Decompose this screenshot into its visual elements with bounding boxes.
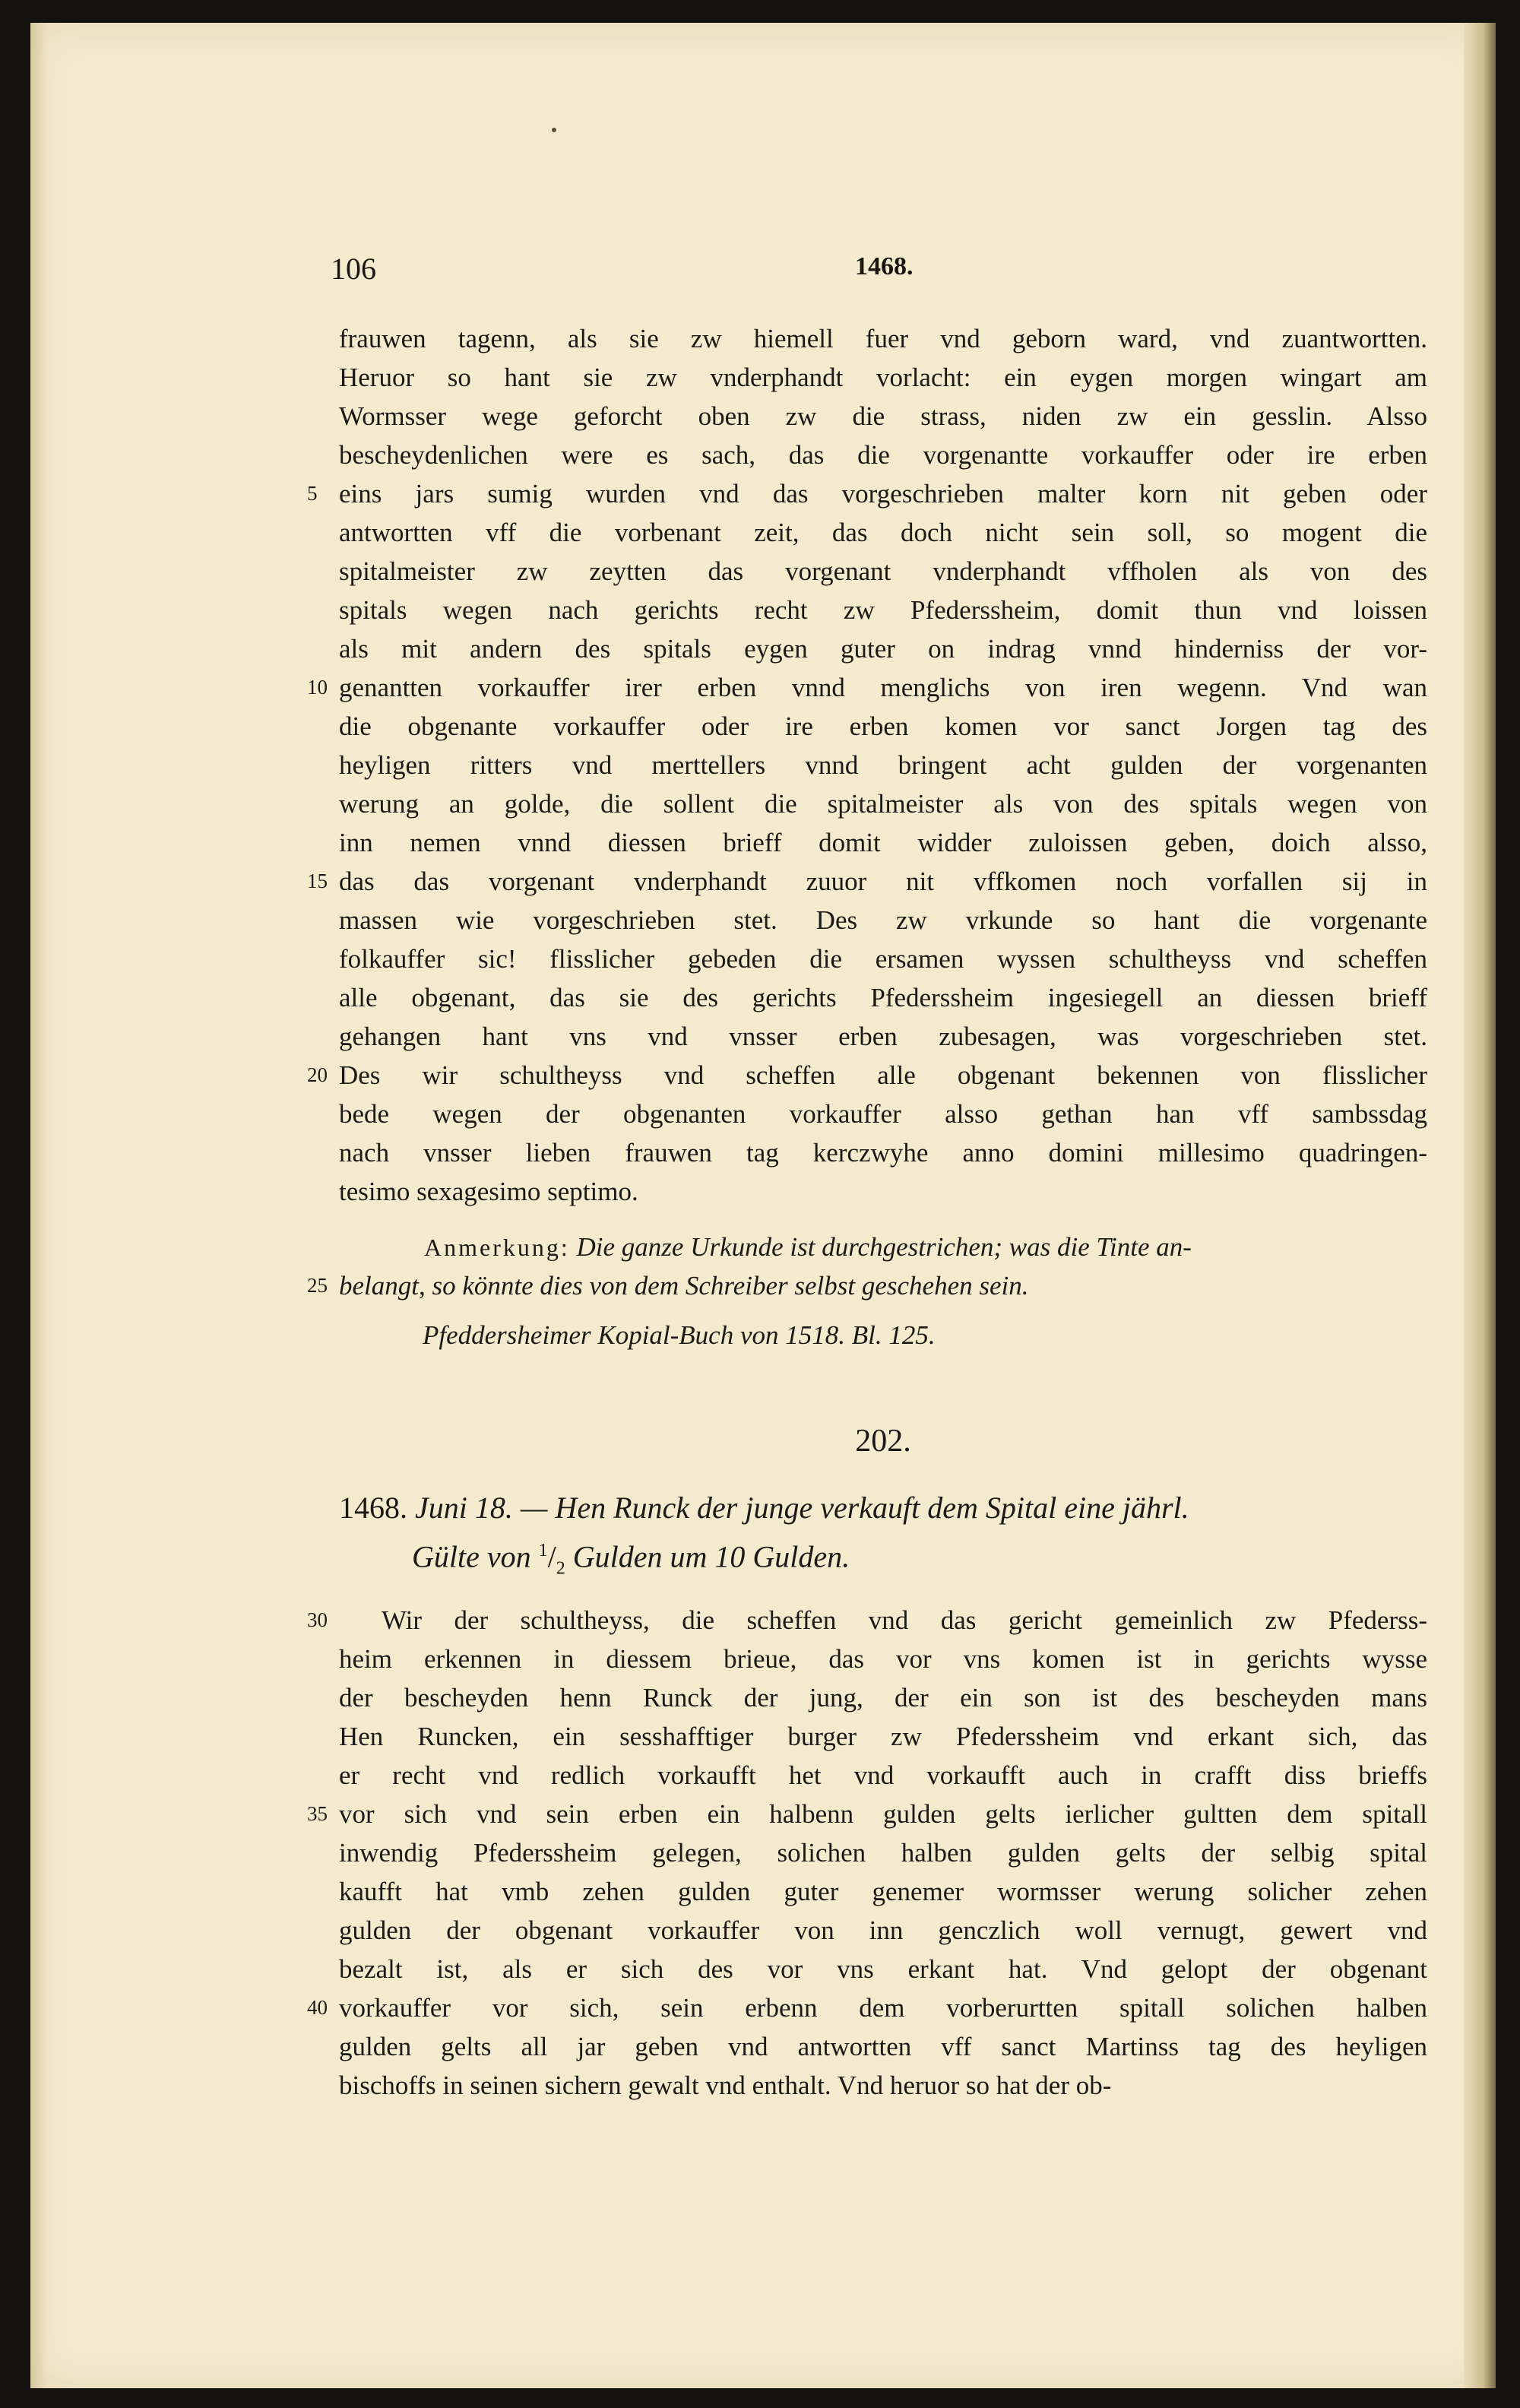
text-line xyxy=(339,1133,1427,1172)
document-number: 202. xyxy=(855,1424,911,1459)
text-line xyxy=(307,1988,1427,2027)
text-line xyxy=(307,1795,1427,1833)
line-number: 20 xyxy=(307,1063,328,1086)
line-text: alle obgenant, das sie des gerichts Pfederssheim ingesiegell an diessen brieff xyxy=(339,983,1427,1012)
line-text: gehangen hant vns vnd vnsser erben zubesagen, was vorgeschrieben stet. xyxy=(339,1022,1427,1051)
line-number: 15 xyxy=(307,870,328,892)
line-text: spitalmeister zw zeytten das vorgenant vnderphandt vffholen als von des xyxy=(339,556,1427,586)
line-text: bezalt ist, als er sich des vor vns erkant hat. Vnd gelopt der obgenant xyxy=(339,1954,1427,1984)
text-line xyxy=(307,1056,1427,1095)
line-text: kaufft hat vmb zehen gulden guter genemer wormsser werung solicher zehen xyxy=(339,1877,1427,1906)
text-line xyxy=(307,862,1427,901)
text-line xyxy=(339,552,1427,591)
line-text: die obgenante vorkauffer oder ire erben komen vor sanct Jorgen tag des xyxy=(339,711,1427,741)
line-text: frauwen tagenn, als sie zw hiemell fuer vnd geborn ward, vnd zuantwortten. xyxy=(339,324,1427,353)
text-line xyxy=(339,823,1427,862)
regest-year: 1468. xyxy=(339,1491,407,1525)
text-line xyxy=(307,474,1427,513)
gutter-shadow xyxy=(30,23,47,2388)
document-201-body xyxy=(307,319,1427,1211)
book-page xyxy=(30,23,1496,2388)
page-number: 106 xyxy=(331,252,376,286)
text-line xyxy=(339,1833,1427,1872)
text-line xyxy=(339,707,1427,746)
line-text: genantten vorkauffer irer erben vnnd menglichs von iren wegenn. Vnd wan xyxy=(339,673,1427,702)
text-line xyxy=(339,319,1427,358)
line-text: bescheydenlichen were es sach, das die vorgenantte vorkauffer oder ire erben xyxy=(339,440,1427,470)
line-number: 25 xyxy=(307,1274,328,1297)
line-text: Wir der schultheyss, die scheffen vnd das gericht gemeinlich zw Pfederss- xyxy=(382,1605,1427,1635)
page-edge xyxy=(1464,23,1496,2388)
line-text: heyligen ritters vnd merttellers vnnd bringent acht gulden der vorgenanten xyxy=(339,750,1427,780)
text-line xyxy=(339,513,1427,552)
source-text: Pfeddersheimer Kopial-Buch von 1518. Bl. 125. xyxy=(423,1320,936,1350)
text-line xyxy=(339,358,1427,397)
regest-text: Juni 18. — Hen Runck der junge verkauft dem Spital eine jährl. xyxy=(415,1491,1189,1525)
text-line xyxy=(339,1017,1427,1056)
line-number: 5 xyxy=(307,482,318,505)
line-number: 35 xyxy=(307,1802,328,1825)
line-text: der bescheyden henn Runck der jung, der ein son ist des bescheyden mans xyxy=(339,1683,1427,1713)
line-text: werung an golde, die sollent die spitalmeister als von des spitals wegen von xyxy=(339,789,1427,819)
text-line xyxy=(339,746,1427,784)
text-line xyxy=(339,901,1427,939)
line-text: das das vorgenant vnderphandt zuuor nit vffkomen noch vorfallen sij in xyxy=(339,867,1427,896)
regest xyxy=(339,1487,1427,1579)
running-header xyxy=(331,251,1448,286)
annotation-label: Anmerkung: xyxy=(424,1234,570,1261)
line-text: eins jars sumig wurden vnd das vorgeschrieben malter korn nit geben oder xyxy=(339,479,1427,509)
line-text: Wormsser wege geforcht oben zw die strass, niden zw ein gesslin. Alsso xyxy=(339,401,1427,431)
line-number: 10 xyxy=(307,676,328,699)
ink-speck xyxy=(552,128,556,132)
line-number: 40 xyxy=(307,1996,328,2019)
fraction-numerator: 1 xyxy=(538,1541,548,1560)
line-text: gulden der obgenant vorkauffer von inn genczlich woll vernugt, gewert vnd xyxy=(339,1915,1427,1945)
text-line xyxy=(339,1717,1427,1756)
text-line xyxy=(339,1756,1427,1795)
line-text: folkauffer sic! flisslicher gebeden die ersamen wyssen schultheyss vnd scheffen xyxy=(339,944,1427,974)
regest-line: Gülte von $^1/_2$ Gulden um 10 Gulden. xyxy=(412,1539,850,1579)
line-text: antwortten vff die vorbenant zeit, das doch nicht sein soll, so mogent die xyxy=(339,518,1427,547)
text-line xyxy=(339,978,1427,1017)
text-line xyxy=(307,1601,1427,1640)
text-line xyxy=(339,1640,1427,1678)
document-202-body xyxy=(307,1601,1427,2105)
text-line xyxy=(339,2066,1427,2105)
text-line xyxy=(339,1678,1427,1717)
text-line xyxy=(339,1172,1427,1211)
line-text: Heruor so hant sie zw vnderphandt vorlacht: ein eygen morgen wingart am xyxy=(339,363,1427,392)
line-text: vor sich vnd sein erben ein halbenn gulden gelts ierlicher gultten dem spitall xyxy=(339,1799,1427,1829)
annotation-text: belangt, so könnte dies von dem Schreiber selbst geschehen sein. xyxy=(339,1271,1029,1301)
text-line xyxy=(339,1095,1427,1133)
line-text: inwendig Pfederssheim gelegen, solichen halben gulden gelts der selbig spital xyxy=(339,1838,1427,1868)
fraction-denominator: 2 xyxy=(556,1558,565,1579)
text-line xyxy=(307,668,1427,707)
line-text: Hen Runcken, ein sesshafftiger burger zw Pfederssheim vnd erkant sich, das xyxy=(339,1722,1427,1751)
line-text: gulden gelts all jar geben vnd antwortten vff sanct Martinss tag des heyligen xyxy=(339,2032,1427,2061)
text-line xyxy=(339,591,1427,629)
line-text: bischoffs in seinen sichern gewalt vnd enthalt. Vnd heruor so hat der ob- xyxy=(339,2071,1112,2100)
line-text: nach vnsser lieben frauwen tag kerczwyhe anno domini millesimo quadringen- xyxy=(339,1138,1427,1168)
text-line xyxy=(339,1911,1427,1950)
line-text: als mit andern des spitals eygen guter on indrag vnnd hinderniss der vor- xyxy=(339,634,1427,664)
text-line xyxy=(339,629,1427,668)
regest-line xyxy=(339,1487,1427,1529)
text-line xyxy=(339,2027,1427,2066)
annotation-line xyxy=(307,1266,1427,1305)
text-line xyxy=(339,784,1427,823)
text-block xyxy=(307,319,1427,2105)
regest-text: Gulden um 10 Gulden. xyxy=(565,1539,850,1574)
header-year: 1468. xyxy=(855,252,914,280)
line-text: spitals wegen nach gerichts recht zw Pfederssheim, domit thun vnd loissen xyxy=(339,595,1427,625)
annotation-line xyxy=(339,1228,1427,1266)
line-text: massen wie vorgeschrieben stet. Des zw vrkunde so hant die vorgenante xyxy=(339,905,1427,935)
regest-text: Gülte von xyxy=(412,1539,539,1574)
line-number: 30 xyxy=(307,1608,328,1631)
text-line xyxy=(339,436,1427,474)
line-text: heim erkennen in diessem brieue, das vor vns komen ist in gerichts wysse xyxy=(339,1644,1427,1674)
text-line xyxy=(339,1872,1427,1911)
text-line xyxy=(339,939,1427,978)
line-text: bede wegen der obgenanten vorkauffer alsso gethan han vff sambssdag xyxy=(339,1099,1427,1129)
annotation-text: Die ganze Urkunde ist durchgestrichen; was die Tinte an- xyxy=(576,1232,1192,1262)
line-text: Des wir schultheyss vnd scheffen alle obgenant bekennen von flisslicher xyxy=(339,1060,1427,1090)
line-text: vorkauffer vor sich, sein erbenn dem vorberurtten spitall solichen halben xyxy=(339,1993,1427,2023)
text-line xyxy=(339,397,1427,436)
line-text: tesimo sexagesimo septimo. xyxy=(339,1177,638,1206)
line-text: er recht vnd redlich vorkaufft het vnd vorkaufft auch in crafft diss brieffs xyxy=(339,1760,1427,1790)
text-line xyxy=(339,1950,1427,1988)
line-text: inn nemen vnnd diessen brieff domit widder zuloissen geben, doich alsso, xyxy=(339,828,1427,857)
source-citation xyxy=(339,1316,1427,1354)
